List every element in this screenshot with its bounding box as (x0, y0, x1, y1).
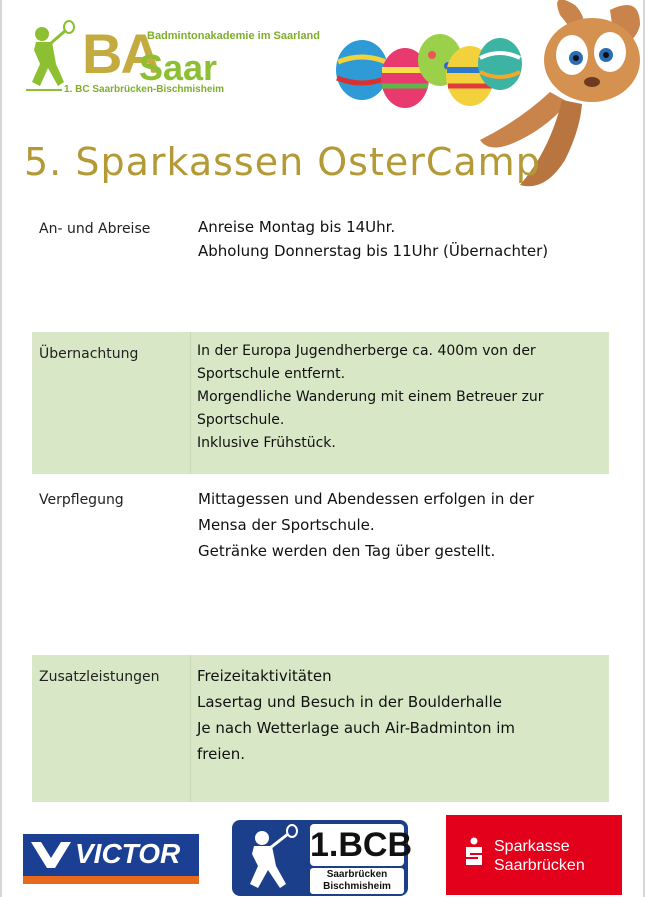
row-value (198, 486, 599, 564)
row-label: An- und Abreise (39, 221, 151, 237)
sparkasse-text (494, 837, 585, 875)
logo-saar: Saar (139, 47, 218, 88)
bcb-line: Bischmisheim (323, 881, 391, 892)
sparkasse-s-icon (464, 837, 484, 867)
bcb-logo (232, 820, 413, 896)
sparkasse-line: Sparkasse (494, 838, 570, 855)
logo-ba: BA (82, 22, 159, 85)
row-line: Anreise Montag bis 14Uhr. (198, 218, 396, 236)
info-row-extras (32, 655, 609, 802)
sparkasse-logo (446, 815, 622, 895)
row-line: Je nach Wetterlage auch Air-Badminton im (197, 719, 515, 737)
row-value (190, 655, 599, 802)
row-line: Abholung Donnerstag bis 11Uhr (Übernachter) (198, 242, 549, 260)
victor-stripe (23, 876, 199, 884)
row-label: Übernachtung (39, 346, 139, 362)
badminton-player-icon (236, 824, 306, 892)
row-line: freien. (197, 745, 246, 763)
row-line: Inklusive Frühstück. (197, 435, 336, 451)
victor-v-icon (31, 842, 71, 868)
row-line: Mittagessen und Abendessen erfolgen in der (198, 490, 535, 508)
row-value (190, 332, 599, 474)
victor-text: VICTOR (75, 838, 181, 869)
logo-tagline: Badmintonakademie im Saarland (147, 30, 320, 42)
bcb-number: 1.BCB (310, 826, 413, 864)
sparkasse-line: Saarbrücken (494, 857, 585, 874)
row-line: Sportschule. (197, 412, 285, 428)
row-line: Mensa der Sportschule. (198, 516, 375, 534)
row-line: Morgendliche Wanderung mit einem Betreuer zur (197, 389, 544, 405)
info-row-catering (32, 478, 609, 588)
info-row-arrival (32, 207, 609, 297)
easter-egg-icon (336, 40, 388, 100)
row-line: Lasertag und Besuch in der Boulderhalle (197, 693, 502, 711)
page-edge-left (0, 0, 2, 897)
bcb-subtitle (310, 868, 404, 894)
logo-club: 1. BC Saarbrücken-Bischmisheim (64, 84, 225, 95)
info-row-accommodation (32, 332, 609, 474)
row-value (198, 215, 599, 263)
row-line: Freizeitaktivitäten (197, 667, 332, 685)
page-title: 5. Sparkassen OsterCamp (24, 140, 541, 184)
easter-egg-icon (478, 38, 522, 90)
row-line: Getränke werden den Tag über gestellt. (198, 542, 496, 560)
row-label: Verpflegung (39, 492, 124, 508)
bcb-line: Saarbrücken (326, 869, 388, 880)
row-line: Sportschule entfernt. (197, 366, 346, 382)
row-line: In der Europa Jugendherberge ca. 400m von der (197, 343, 536, 359)
row-label: Zusatzleistungen (39, 669, 160, 685)
victor-logo (23, 834, 199, 886)
